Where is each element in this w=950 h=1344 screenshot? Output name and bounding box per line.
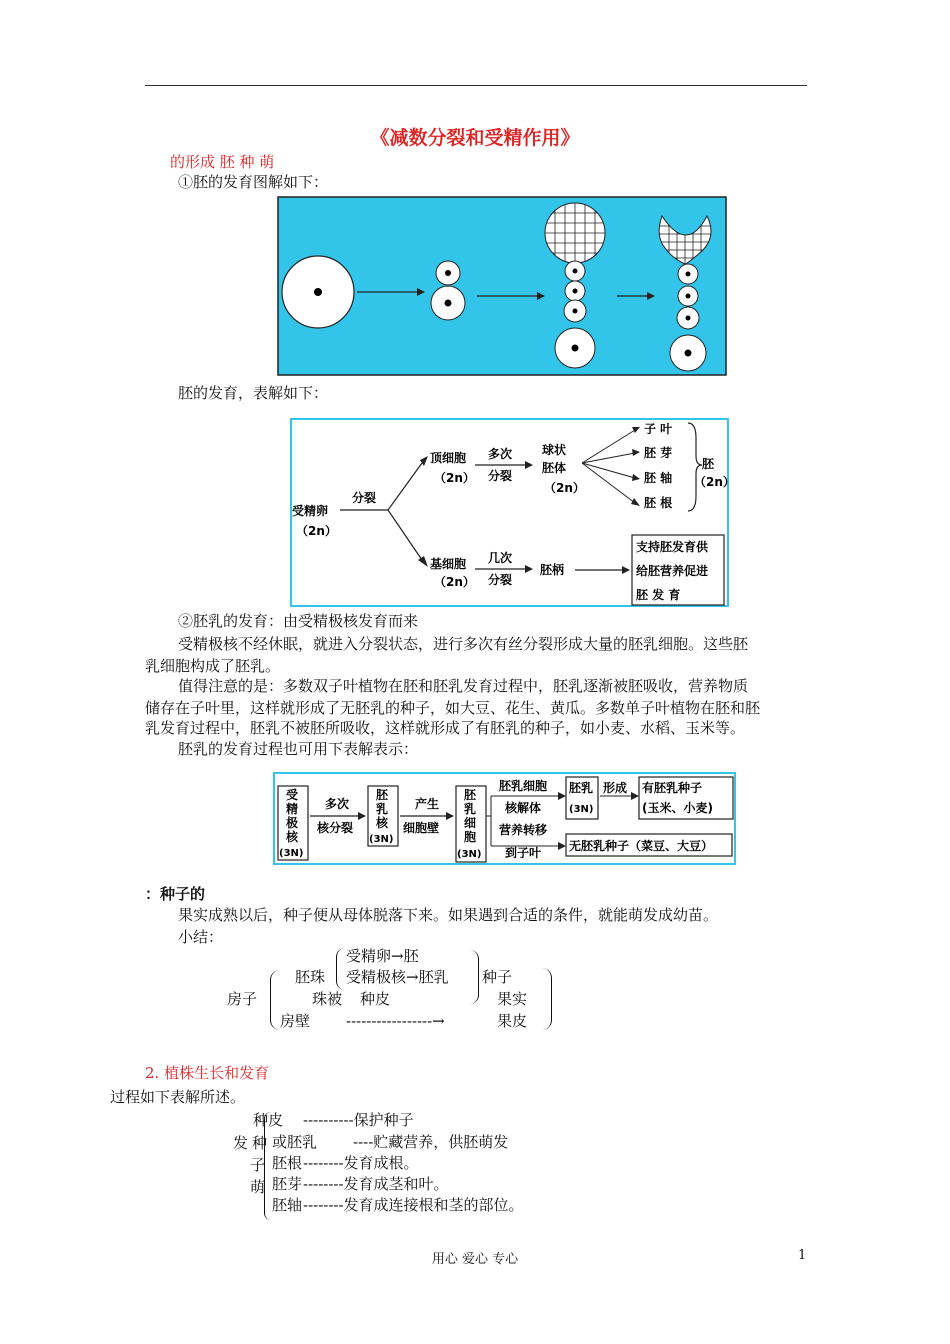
summary-integument: 珠被 — [312, 990, 343, 1008]
summary-ovary: 房子 — [227, 990, 258, 1008]
top-rule — [145, 85, 807, 86]
multi-text: 多次 — [325, 797, 350, 811]
section-2-intro: 过程如下表解所述。 — [110, 1088, 246, 1106]
paragraph-2-line-3: 乳发育过程中，胚乳不被胚所吸收，这样就形成了有胚乳的种子，如小麦、水稻、玉米等。 — [145, 719, 746, 737]
germ-side-1: 发 — [233, 1134, 249, 1152]
globular-text-2: 胚体 — [542, 461, 567, 475]
endosperm-heading: ②胚乳的发育：由受精极核发育而来 — [178, 612, 419, 630]
support-line-1: 支持胚发育供 — [636, 540, 709, 554]
c3-0: 胚 — [464, 788, 477, 802]
summary-pericarp: 果皮 — [497, 1012, 528, 1030]
zygote-nucleus — [314, 288, 322, 296]
germ-row-2-label: 或胚乳 — [272, 1133, 318, 1151]
c2-0: 胚 — [376, 788, 389, 802]
c2-3: (3N) — [369, 834, 394, 845]
c1-3: 核 — [286, 830, 299, 844]
seed-with-1: 有胚乳种子 — [642, 781, 703, 795]
summary-seed: 种子 — [482, 968, 513, 986]
c1-1: 精 — [286, 802, 299, 816]
summary-dash-arrow: -----------------→ — [346, 1012, 445, 1030]
embryo-development-figure — [277, 196, 727, 376]
apical-n-text: （2n） — [434, 471, 475, 485]
germ-row-2-desc: ----贮藏营养，供胚萌发 — [353, 1133, 509, 1151]
germ-row-5-desc: --------发育成连接根和茎的部位。 — [303, 1196, 524, 1214]
germ-row-3-desc: --------发育成根。 — [303, 1154, 419, 1172]
radicle-text: 胚 根 — [644, 496, 673, 510]
endosperm-table-label: 胚乳的发育过程也可用下表解表示： — [178, 740, 419, 758]
plumule-text: 胚 芽 — [644, 446, 673, 460]
summary-ovary-wall: 房壁 — [280, 1012, 311, 1030]
c1-4: (3N) — [279, 848, 304, 859]
nucdiv-text: 核分裂 — [317, 821, 354, 835]
summary-ovule: 胚珠 — [295, 968, 326, 986]
wall-text: 细胞壁 — [403, 821, 440, 835]
transfer-text-2: 到子叶 — [505, 846, 542, 860]
c1-2: 极 — [286, 816, 299, 830]
zygote-n-text: （2n） — [296, 524, 337, 538]
section-heading-2: 2. 植株生长和发育 — [145, 1064, 270, 1082]
germ-row-1-desc: ----------保护种子 — [303, 1111, 414, 1129]
summary-item-2: 受精极核→胚乳 — [346, 968, 449, 986]
c3-2: 细 — [464, 816, 477, 830]
embryo-table-label: 胚的发育，表解如下： — [178, 384, 329, 402]
globular-n-text: （2n） — [544, 481, 585, 495]
cotyledon-text: 子 叶 — [644, 422, 673, 436]
endo-text: 胚乳 — [569, 781, 594, 795]
basal-cell-text: 基细胞 — [430, 557, 467, 571]
zygote-text: 受精卵 — [292, 504, 329, 518]
basal-n-text: （2n） — [434, 575, 475, 589]
germ-row-4-label: 胚芽 — [272, 1175, 303, 1193]
footer-text: 用心 爱心 专心 — [431, 1252, 519, 1267]
seed-without-text: 无胚乳种子（菜豆、大豆） — [569, 839, 714, 853]
paragraph-2-line-2: 储存在子叶里，这样就形成了无胚乳的种子，如大豆、花生、黄瓜。多数单子叶植物在胚和胚 — [145, 699, 761, 717]
form-text: 形成 — [603, 781, 628, 795]
summary-item-3: 种皮 — [360, 990, 391, 1008]
embryo-text: 胚 — [702, 457, 715, 471]
embryo-development-label: ①胚的发育图解如下： — [178, 173, 329, 191]
page-number: 1 — [798, 1248, 807, 1263]
germ-row-5-label: 胚轴 — [272, 1196, 303, 1214]
paragraph-1-line-1: 受精极核不经休眠，就进入分裂状态，进行多次有丝分裂形成大量的胚乳细胞。这些胚 — [178, 635, 749, 653]
c3-3: 胞 — [464, 830, 477, 844]
endo-n-text: (3N) — [569, 804, 594, 815]
produce-text: 产生 — [415, 797, 440, 811]
disint-text-1: 胚乳细胞 — [499, 779, 548, 793]
few-div-2: 分裂 — [488, 573, 513, 587]
document-title: 《减数分裂和受精作用》 — [370, 127, 580, 149]
transfer-text-1: 营养转移 — [499, 823, 548, 837]
summary-brace-seed — [470, 950, 479, 1004]
apical-cell-text: 顶细胞 — [430, 451, 467, 465]
summary-label: 小结： — [178, 928, 224, 946]
summary-brace-right — [541, 968, 552, 1030]
hypocotyl-text: 胚 轴 — [644, 471, 673, 485]
split-text: 分裂 — [352, 491, 377, 505]
embryo-n-text: （2n） — [694, 475, 735, 489]
germ-side-3: 子 — [250, 1156, 266, 1174]
multi-div-1: 多次 — [488, 447, 513, 461]
germ-side-4: 萌 — [250, 1178, 266, 1196]
c1-0: 受 — [286, 788, 299, 802]
globular-text-1: 球状 — [542, 443, 567, 457]
multi-div-2: 分裂 — [488, 469, 513, 483]
support-line-3: 胚 发 育 — [636, 588, 681, 602]
seed-heading: ：种子的 — [145, 885, 206, 903]
c3-4: (3N) — [457, 849, 482, 860]
germ-row-4-desc: --------发育成茎和叶。 — [303, 1175, 449, 1193]
endosperm-flow-diagram — [273, 772, 737, 866]
germ-row-3-label: 胚根 — [272, 1154, 303, 1172]
seed-line: 果实成熟以后，种子便从母体脱落下来。如果遇到合适的条件，就能萌发成幼苗。 — [178, 906, 719, 924]
germ-side-2: 种 — [252, 1134, 268, 1152]
paragraph-1-line-2: 乳细胞构成了胚乳。 — [145, 657, 281, 675]
summary-brace-ovule — [336, 948, 345, 990]
seed-with-2: (玉米、小麦) — [642, 801, 713, 815]
embryo-flow-diagram — [290, 418, 735, 608]
germ-row-1-label: 种皮 — [253, 1111, 284, 1129]
paragraph-2-line-1: 值得注意的是：多数双子叶植物在胚和胚乳发育过程中，胚乳逐渐被胚吸收，营养物质 — [178, 677, 749, 695]
c2-1: 乳 — [376, 802, 389, 816]
support-line-2: 给胚营养促进 — [636, 564, 709, 578]
summary-fruit: 果实 — [497, 990, 528, 1008]
disint-text-2: 核解体 — [505, 801, 542, 815]
section-heading-1: 的形成 胚 种 萌 — [170, 153, 275, 171]
summary-item-1: 受精卵→胚 — [346, 947, 419, 965]
c3-1: 乳 — [464, 802, 477, 816]
c2-2: 核 — [376, 816, 389, 830]
few-div-1: 几次 — [488, 551, 513, 565]
suspensor-text: 胚柄 — [540, 563, 565, 577]
